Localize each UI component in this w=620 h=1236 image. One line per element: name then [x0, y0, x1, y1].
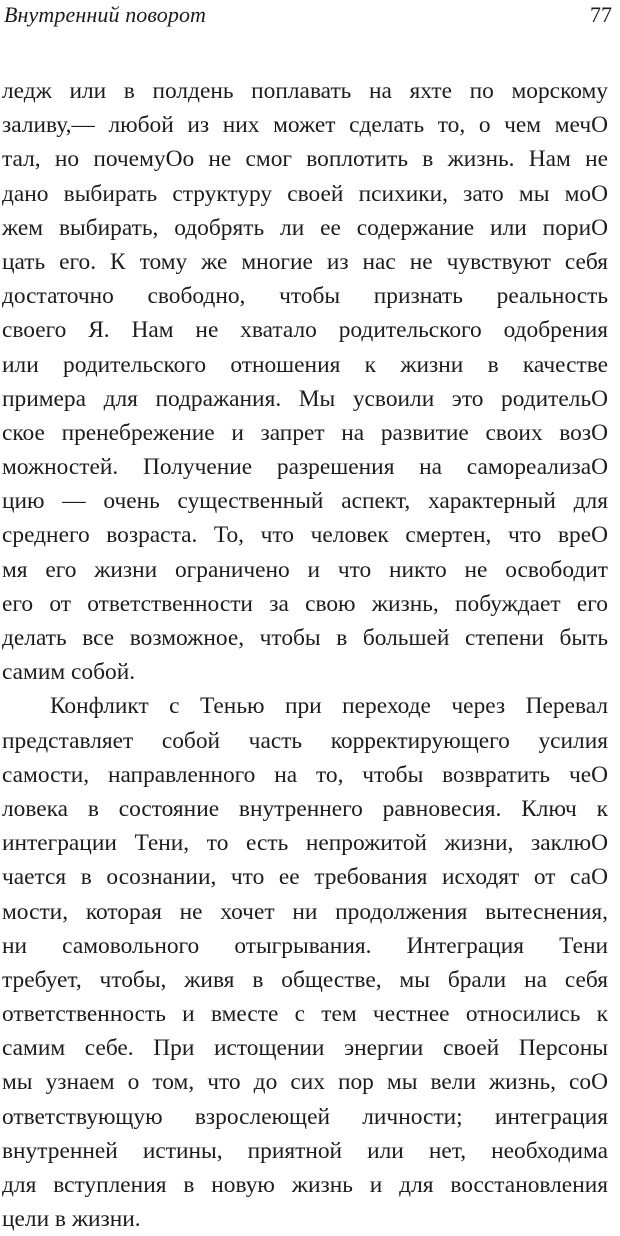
text-line: для вступления в новую жизнь и для восстановления — [2, 1172, 608, 1198]
text-line: ледж или в полдень поплавать на яхте по морскому — [2, 78, 608, 104]
text-line: мости, которая не хочет ни продолжения вытеснения, — [2, 898, 608, 925]
text-line: достаточно свободно, чтобы признать реальность — [2, 283, 608, 310]
text-line: цию — очень существенный аспект, характерный для — [2, 488, 608, 515]
text-line: чается в осознании, что ее требования исходят от саО — [2, 864, 608, 891]
text-line: мя его жизни ограничено и что никто не освободит — [2, 556, 608, 583]
text-line: тал, но почемуОо не смог воплотить в жизнь. Нам не — [2, 146, 608, 173]
text-line: требует, чтобы, живя в обществе, мы брали на себя — [2, 966, 608, 993]
text-line: заливу,— любой из них может сделать то, о чем мечО — [2, 112, 608, 139]
text-line: дано выбирать структуру своей психики, зато мы моО — [2, 180, 608, 207]
text-line: цели в жизни. — [2, 1206, 141, 1233]
page-number: 77 — [590, 2, 612, 27]
text-line: своего Я. Нам не хватало родительского одобрения — [2, 317, 608, 344]
text-line: ответствующую взрослеющей личности; интеграция — [2, 1103, 608, 1130]
text-line: самим себе. При истощении энергии своей Персоны — [2, 1035, 608, 1062]
text-line: самим собой. — [2, 659, 136, 686]
text-line: ское пренебрежение и запрет на развитие своих возО — [2, 419, 608, 446]
text-line: внутренней истины, приятной или нет, необходима — [2, 1137, 608, 1164]
text-line: можностей. Получение разрешения на самореализаО — [2, 454, 608, 481]
text-line: интеграции Тени, то есть непрожитой жизни, заклюО — [2, 830, 608, 857]
text-line: мы узнаем о том, что до сих пор мы вели жизнь, соО — [2, 1069, 608, 1096]
running-title: Внутренний поворот — [4, 2, 207, 27]
paragraph-1 — [2, 74, 608, 689]
text-line: ни самовольного отыгрывания. Интеграция Тени — [2, 932, 608, 959]
text-line: или родительского отношения к жизни в качестве — [2, 351, 608, 378]
text-line: представляет собой часть корректирующего усилия — [2, 727, 608, 754]
text-line: жем выбирать, одобрять ли ее содержание или пориО — [2, 214, 608, 241]
paragraph-2 — [2, 689, 608, 1236]
text-line: цать его. К тому же многие из нас не чувствуют себя — [2, 248, 608, 275]
text-line: самости, направленного на то, чтобы возвратить чеО — [2, 761, 608, 788]
text-line: его от ответственности за свою жизнь, побуждает его — [2, 590, 608, 617]
text-line: среднего возраста. То, что человек смертен, что вреО — [2, 522, 608, 549]
text-line: Конфликт с Тенью при переходе через Перевал — [50, 693, 608, 720]
text-line: ловека в состояние внутреннего равновесия. Ключ к — [2, 795, 608, 822]
running-header — [4, 0, 612, 34]
text-line: делать все возможное, чтобы в большей степени быть — [2, 625, 608, 651]
text-body — [2, 74, 608, 1236]
text-line: ответственность и вместе с тем честнее относились к — [2, 1001, 608, 1028]
text-line: примера для подражания. Мы усвоили это родительО — [2, 385, 608, 412]
